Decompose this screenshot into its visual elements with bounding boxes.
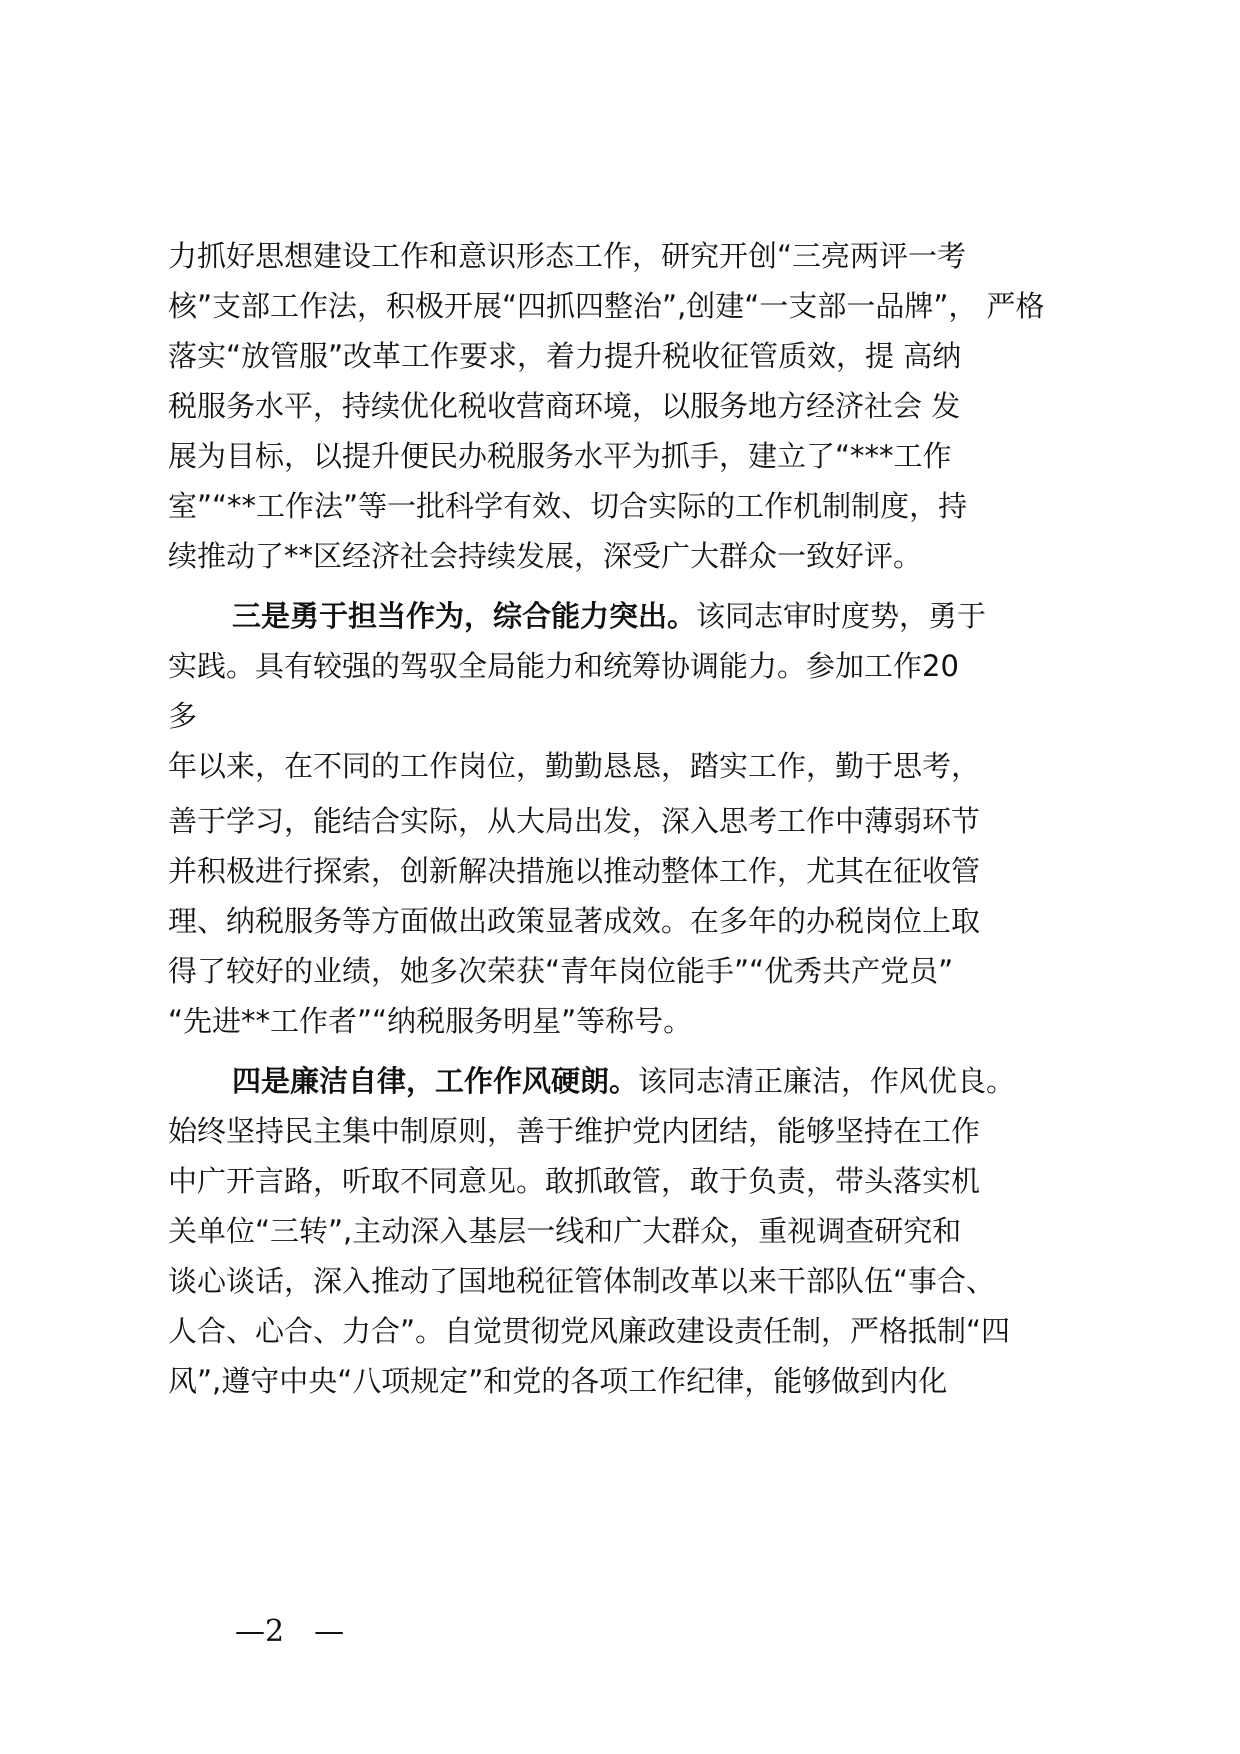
body-line: 并积极进行探索，创新解决措施以推动整体工作，尤其在征收管 — [168, 854, 981, 888]
section-heading: 四是廉洁自律，工作作风硬朗。 — [232, 1064, 639, 1098]
body-line: 多 — [168, 699, 198, 733]
body-line: 室”“**工作法”等一批科学有效、切合实际的工作机制制度，持 — [168, 489, 968, 523]
body-line: 关单位“三转”,主动深入基层一线和广大群众，重视调查研究和 — [168, 1214, 962, 1248]
body-line: 年以来，在不同的工作岗位，勤勤恳恳，踏实工作，勤于思考， — [168, 749, 981, 783]
body-text: 该同志审时度势，勇于 — [696, 599, 987, 633]
body-line: 核”支部工作法，积极开展“四抓四整治”,创建“一支部一品牌”， 严格 — [168, 289, 1045, 323]
body-line: 中广开言路，听取不同意见。敢抓敢管，敢于负责，带头落实机 — [168, 1164, 981, 1198]
body-line: 始终坚持民主集中制原则，善于维护党内团结，能够坚持在工作 — [168, 1114, 981, 1148]
page-number: —2 — — [235, 1614, 345, 1649]
body-line: 实践。具有较强的驾驭全局能力和统筹协调能力。参加工作20 — [168, 649, 959, 683]
body-line: “先进**工作者”“纳税服务明星”等称号。 — [168, 1004, 693, 1038]
body-text: 该同志清正廉洁，作风优良。 — [638, 1064, 1016, 1098]
body-line: 善于学习，能结合实际，从大局出发，深入思考工作中薄弱环节 — [168, 804, 981, 838]
body-line: 力抓好思想建设工作和意识形态工作，研究开创“三亮两评一考 — [168, 239, 967, 273]
body-line: 展为目标，以提升便民办税服务水平为抓手，建立了“***工作 — [168, 439, 952, 473]
body-line: 理、纳税服务等方面做出政策显著成效。在多年的办税岗位上取 — [168, 904, 981, 938]
body-line: 人合、心合、力合”。自觉贯彻党风廉政建设责任制，严格抵制“四 — [168, 1314, 1011, 1348]
body-line: 谈心谈话，深入推动了国地税征管体制改革以来干部队伍“事合、 — [168, 1264, 996, 1298]
body-line: 税服务水平，持续优化税收营商环境，以服务地方经济社会 发 — [168, 389, 961, 423]
body-line: 得了较好的业绩，她多次荣获“青年岗位能手”“优秀共产党员” — [168, 954, 954, 988]
body-line: 续推动了**区经济社会持续发展，深受广大群众一致好评。 — [168, 539, 923, 573]
body-line: 落实“放管服”改革工作要求，着力提升税收征管质效，提 高纳 — [168, 339, 962, 373]
body-line: 风”,遵守中央“八项规定”和党的各项工作纪律，能够做到内化 — [168, 1364, 948, 1398]
paragraph-first-line — [232, 1061, 1015, 1101]
section-heading: 三是勇于担当作为，综合能力突出。 — [232, 599, 697, 633]
paragraph-first-line — [232, 596, 986, 636]
